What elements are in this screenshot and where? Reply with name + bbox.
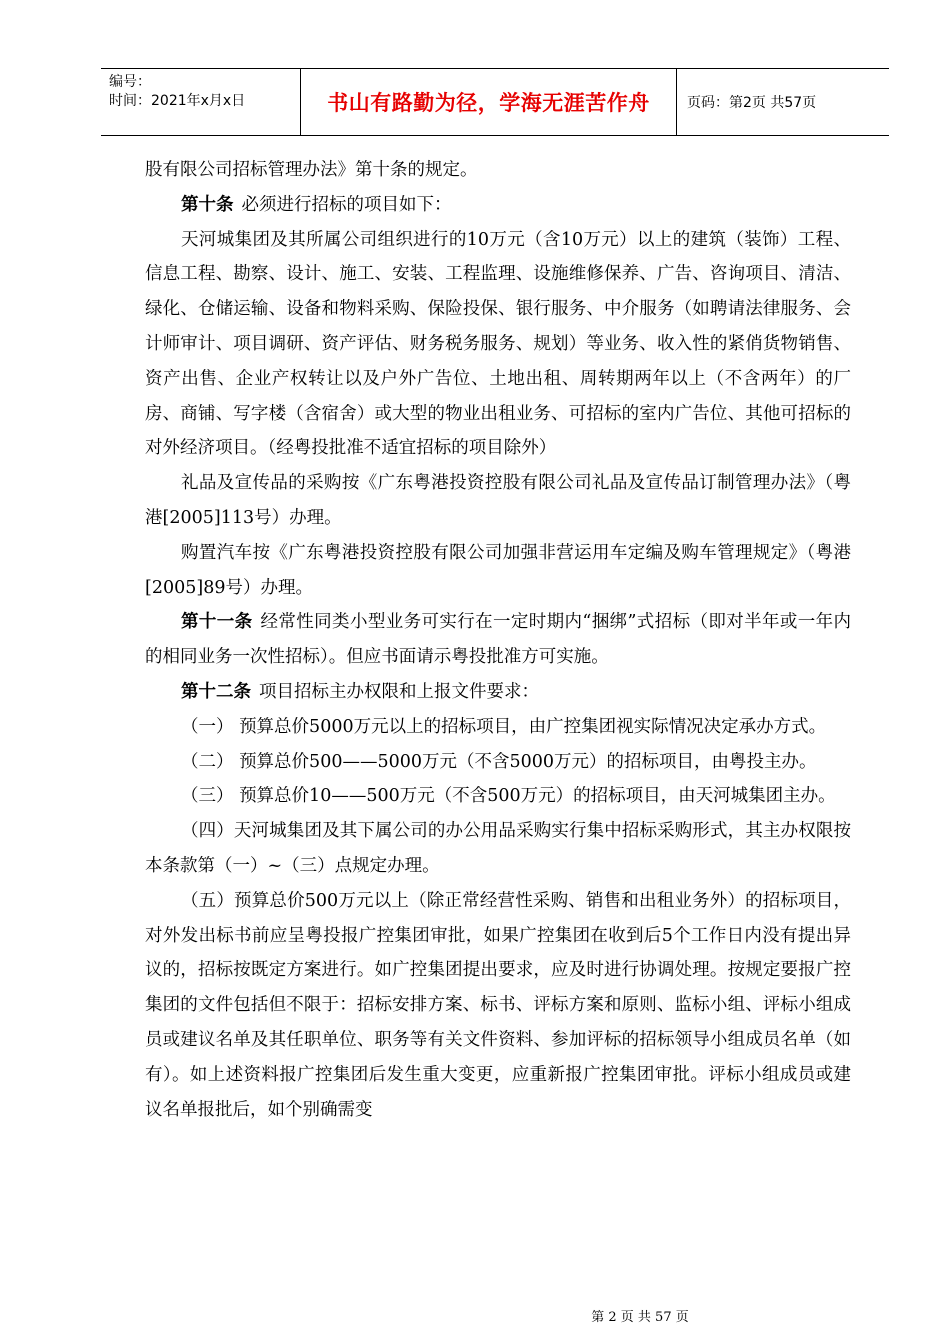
body-paragraph — [145, 779, 851, 814]
paragraph-text: 购置汽车按《广东粤港投资控股有限公司加强非营运用车定编及购车管理规定》（粤港[2005]89号）办理。 — [145, 542, 851, 598]
body-paragraph — [145, 710, 851, 745]
paragraph-text: 礼品及宣传品的采购按《广东粤港投资控股有限公司礼品及宣传品订制管理办法》（粤港[2005]113号）办理。 — [145, 473, 851, 528]
paragraph-text: （四）天河城集团及其下属公司的办公用品采购实行集中招标采购形式，其主办权限按本条款第（一）~（三）点规定办理。 — [145, 821, 851, 876]
header-meta — [101, 69, 301, 135]
body-paragraph — [145, 188, 851, 223]
body-paragraph — [145, 223, 851, 467]
article-number: 第十一条 — [181, 612, 253, 633]
body-paragraph — [145, 745, 851, 780]
header-motto: 书山有路勤为径，学海无涯苦作舟 — [301, 69, 677, 135]
paragraph-text: 经常性同类小型业务可实行在一定时期内“捆绑”式招标（即对半年或一年内的相同业务一次性招标）。但应书面请示粤投批准方可实施。 — [145, 612, 852, 668]
article-number: 第十二条 — [181, 681, 251, 702]
document-body — [145, 153, 851, 1127]
body-paragraph — [145, 884, 851, 1128]
paragraph-text: （二） 预算总价500——5000万元（不含5000万元）的招标项目，由粤投主办。 — [181, 751, 817, 772]
paragraph-text: 天河城集团及其所属公司组织进行的10万元（含10万元）以上的建筑（装饰）工程、信息工程、勘察、设计、施工、安装、工程监理、设施维修保养、广告、咨询项目、清洁、绿化、仓储运输、设备和物料采购、保险投保、银行服务、中介服务（如聘请法律服务、会计师审计、项目调研、资产评估、财务税务服务、规划）等业务、收入性的紧俏货物销售、资产出售、企业产权转让以及户外广告位、土地出租、周转期两年以上（不含两年）的厂房、商铺、写字楼（含宿舍）或大型的物业出租业务、可招标的室内广告位、其他可招标的对外经济项目。（经粤投批准不适宜招标的项目除外） — [145, 229, 851, 459]
paragraph-text: 项目招标主办权限和上报文件要求： — [259, 681, 539, 702]
document-number-label: 编号： — [109, 74, 151, 90]
body-paragraph — [145, 153, 851, 188]
document-time-label: 时间：2021年x月x日 — [109, 93, 246, 109]
body-paragraph — [145, 605, 851, 675]
paragraph-text: 必须进行招标的项目如下： — [241, 194, 452, 215]
body-paragraph — [145, 466, 851, 536]
page-header — [101, 68, 889, 136]
header-page-info: 页码：第2页 共57页 — [687, 95, 817, 111]
body-paragraph — [145, 814, 851, 884]
paragraph-text: （三） 预算总价10——500万元（不含500万元）的招标项目，由天河城集团主办。 — [181, 786, 836, 807]
page-footer: 第 2 页 共 57 页 — [591, 1310, 689, 1325]
paragraph-text: （五）预算总价500万元以上（除正常经营性采购、销售和出租业务外）的招标项目，对外发出标书前应呈粤投报广控集团审批，如果广控集团在收到后5个工作日内没有提出异议的，招标按既定方案进行。如广控集团提出要求，应及时进行协调处理。按规定要报广控集团的文件包括但不限于：招标安排方案、标书、评标方案和原则、监标小组、评标小组成员或建议名单及其任职单位、职务等有关文件资料、参加评标的招标领导小组成员名单（如有）。如上述资料报广控集团后发生重大变更，应重新报广控集团审批。评标小组成员或建议名单报批后，如个别确需变 — [145, 890, 851, 1120]
article-number: 第十条 — [181, 194, 234, 215]
paragraph-text: （一） 预算总价5000万元以上的招标项目，由广控集团视实际情况决定承办方式。 — [181, 716, 827, 737]
paragraph-text: 股有限公司招标管理办法》第十条的规定。 — [145, 160, 478, 180]
body-paragraph — [145, 675, 851, 710]
body-paragraph — [145, 536, 851, 606]
